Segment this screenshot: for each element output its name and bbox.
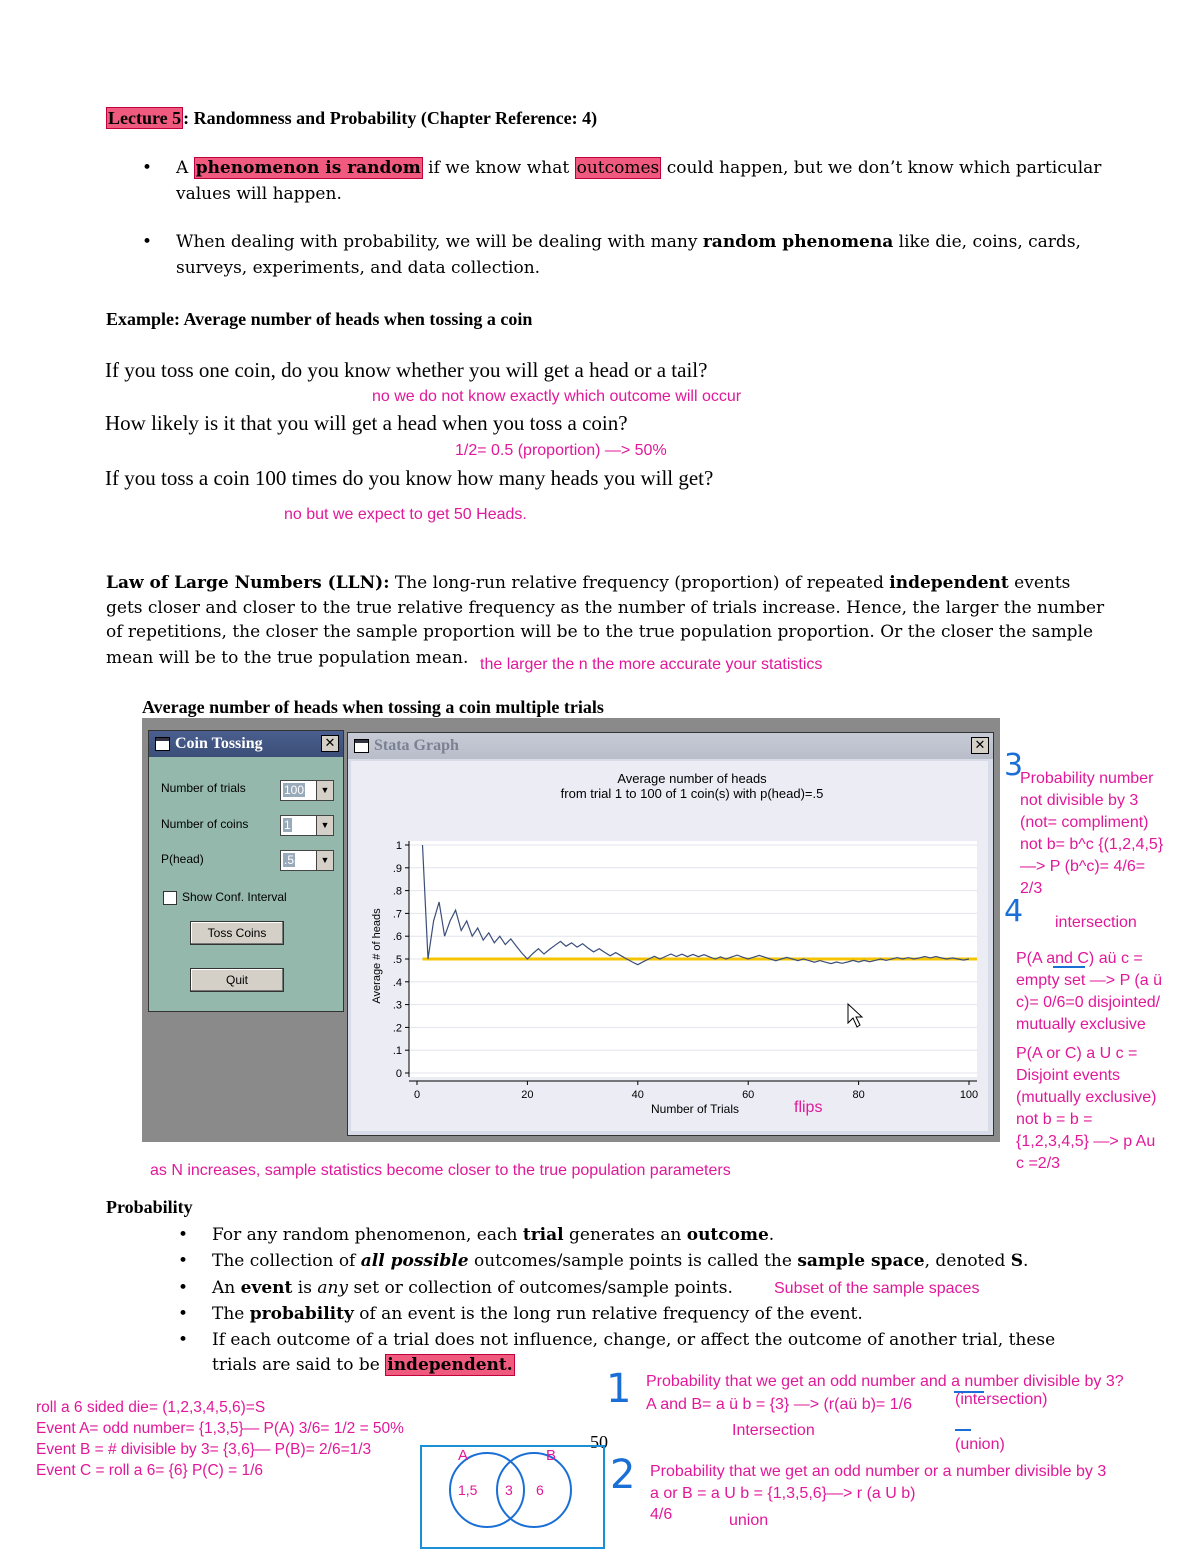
chevron-down-icon[interactable]: ▼ bbox=[316, 851, 333, 870]
note-line: {1,2,3,4,5} —> p Au bbox=[1016, 1133, 1156, 1150]
trials-label: Number of trials bbox=[161, 781, 246, 795]
note-line: c =2/3 bbox=[1016, 1155, 1061, 1172]
note-line: Event B = # divisible by 3= {3,6}— P(B)= 2/6=1/3 bbox=[36, 1441, 372, 1458]
answer-2: 1/2= 0.5 (proportion) —> 50% bbox=[455, 442, 667, 459]
x-tick-label: 80 bbox=[852, 1089, 865, 1101]
note-line: Event C = roll a 6= {6} P(C) = 1/6 bbox=[36, 1462, 264, 1479]
x-axis-label: Number of Trials bbox=[650, 1102, 740, 1116]
note-intersection-title: intersection bbox=[1055, 914, 1137, 931]
prob-bullet-4 bbox=[212, 1304, 863, 1324]
q1-label: Intersection bbox=[732, 1422, 815, 1439]
stata-graph-window bbox=[347, 732, 994, 1136]
coins-value: 1 bbox=[284, 818, 291, 832]
q1-line2: A and B= a ü b = {3} —> (r(aü b)= 1/6 bbox=[646, 1396, 912, 1413]
note-line: mutually exclusive bbox=[1016, 1016, 1146, 1033]
text: For any random phenomenon, each bbox=[212, 1225, 523, 1245]
union-dash bbox=[955, 1429, 971, 1431]
q2-line2: a or B = a U b = {1,3,5,6}—> r (a U b) bbox=[650, 1485, 916, 1502]
venn-label-a: A bbox=[458, 1447, 469, 1464]
note-line: not b = b = bbox=[1016, 1111, 1093, 1128]
note-line: (mutually exclusive) bbox=[1016, 1089, 1157, 1106]
note-number-1: 1 bbox=[606, 1366, 632, 1412]
note-union bbox=[1016, 1043, 1156, 1175]
y-tick-label: .8 bbox=[392, 885, 402, 898]
q1-paren: (intersection) bbox=[955, 1391, 1048, 1408]
bold-s: S bbox=[1010, 1251, 1024, 1271]
trials-value: 100 bbox=[284, 783, 305, 797]
lecture-title bbox=[106, 108, 597, 129]
x-tick-label: 40 bbox=[631, 1089, 644, 1101]
highlight-independent: independent. bbox=[387, 1355, 513, 1375]
bold-trial: trial bbox=[522, 1225, 564, 1245]
phead-value: .5 bbox=[284, 853, 295, 867]
note-line: (not= compliment) bbox=[1020, 814, 1149, 831]
close-icon[interactable]: ✕ bbox=[321, 735, 339, 752]
text: could happen, but we don’t know which particular bbox=[661, 158, 1102, 178]
text: , denoted bbox=[924, 1251, 1011, 1271]
stata-window-title: Stata Graph bbox=[374, 737, 459, 754]
venn-mid: 3 bbox=[505, 1482, 513, 1498]
underline-and bbox=[1053, 966, 1085, 968]
lln-term: Law of Large Numbers (LLN): bbox=[106, 573, 390, 593]
coins-select[interactable] bbox=[280, 815, 334, 836]
note-intersection bbox=[1016, 948, 1162, 1036]
text: set or collection of outcomes/sample points. bbox=[348, 1278, 733, 1298]
lln-line4: mean will be to the true population mean. bbox=[106, 648, 469, 668]
coin-window-titlebar bbox=[149, 731, 343, 757]
quit-button[interactable]: Quit bbox=[190, 968, 284, 992]
y-tick-label: .5 bbox=[392, 954, 402, 966]
italic-all-possible: all possible bbox=[360, 1251, 469, 1271]
text: of an event is the long run relative frequency of the event. bbox=[353, 1304, 863, 1324]
bold-independent: independent bbox=[889, 573, 1009, 593]
lln-line2: gets closer and closer to the true relative frequency as the number of trials increase. Hence, the larger the number bbox=[106, 598, 1105, 618]
question-3: If you toss a coin 100 times do you know how many heads you will get? bbox=[105, 466, 714, 490]
lln-note: the larger the n the more accurate your statistics bbox=[480, 656, 823, 673]
probability-heading: Probability bbox=[106, 1197, 193, 1217]
stata-window-titlebar bbox=[348, 733, 993, 759]
bold-random-phenomena: random phenomena bbox=[702, 232, 894, 252]
lecture-title-text: : Randomness and Probability (Chapter Reference: 4) bbox=[183, 108, 598, 128]
lln-line3: of repetitions, the closer the sample proportion will be to the true population proportion. Or the closer the sample bbox=[106, 622, 1094, 642]
y-axis-label: Average # of heads bbox=[371, 908, 383, 1004]
note-line: —> P (b^c)= 4/6= bbox=[1020, 858, 1146, 875]
text: The collection of bbox=[212, 1251, 361, 1271]
text: is bbox=[292, 1278, 318, 1298]
phead-select[interactable] bbox=[280, 850, 334, 871]
answer-3: no but we expect to get 50 Heads. bbox=[284, 506, 527, 523]
italic-any: any bbox=[317, 1278, 349, 1298]
q2-line3: 4/6 bbox=[650, 1506, 673, 1523]
average-heads-chart bbox=[351, 761, 988, 1131]
answer-1: no we do not know exactly which outcome will occur bbox=[372, 388, 742, 405]
y-tick-label: .6 bbox=[392, 931, 402, 944]
note-line: Event A= odd number= {1,3,5}— P(A) 3/6= 1/2 = 50% bbox=[36, 1420, 404, 1437]
text: . bbox=[768, 1225, 775, 1245]
text: events bbox=[1008, 573, 1071, 593]
plot-area bbox=[351, 761, 988, 1131]
y-tick-label: .4 bbox=[392, 976, 402, 989]
bold-sample-space: sample space bbox=[797, 1251, 925, 1271]
figure-caption: Average number of heads when tossing a coin multiple trials bbox=[142, 697, 604, 717]
coins-label: Number of coins bbox=[161, 817, 249, 831]
die-events-notes bbox=[36, 1397, 404, 1481]
coin-tossing-window bbox=[148, 730, 344, 1012]
y-tick-label: .2 bbox=[392, 1022, 402, 1035]
prob-bullet-1 bbox=[212, 1225, 774, 1245]
note-line: c)= 0/6=0 disjointed/ bbox=[1016, 994, 1161, 1011]
y-tick-label: .7 bbox=[392, 908, 402, 921]
example-heading: Example: Average number of heads when tossing a coin bbox=[106, 309, 533, 329]
bold-probability: probability bbox=[249, 1304, 354, 1324]
y-tick-label: .1 bbox=[392, 1045, 402, 1058]
chart-subtitle: from trial 1 to 100 of 1 coin(s) with p(head)=.5 bbox=[560, 786, 824, 801]
chart-title: Average number of heads bbox=[617, 771, 767, 786]
text: The bbox=[212, 1304, 250, 1324]
question-1: If you toss one coin, do you know whether you will get a head or a tail? bbox=[105, 358, 708, 382]
text: An bbox=[212, 1278, 241, 1298]
prob-bullet-5-line2 bbox=[212, 1355, 515, 1375]
lecture-tag: Lecture 5 bbox=[108, 108, 182, 128]
text: generates an bbox=[563, 1225, 687, 1245]
text: A bbox=[176, 158, 194, 178]
window-icon bbox=[155, 737, 170, 751]
union-paren: (union) bbox=[955, 1436, 1005, 1453]
note-line: not b= b^c {(1,2,4,5} bbox=[1020, 836, 1164, 853]
y-tick-label: 0 bbox=[395, 1068, 402, 1080]
x-tick-label: 20 bbox=[521, 1089, 534, 1101]
chevron-down-icon[interactable]: ▼ bbox=[316, 816, 333, 835]
close-icon[interactable]: ✕ bbox=[971, 737, 989, 754]
x-tick-label: 100 bbox=[959, 1089, 979, 1101]
n-increases-note: as N increases, sample statistics become closer to the true population parameters bbox=[150, 1162, 731, 1179]
text: trials are said to be bbox=[212, 1355, 386, 1375]
note-line: P(A or C) a U c = bbox=[1016, 1045, 1138, 1062]
note-line: empty set —> P (a ü bbox=[1016, 972, 1162, 989]
note-line: 2/3 bbox=[1020, 880, 1043, 897]
prob-bullet-2 bbox=[212, 1251, 1028, 1271]
y-tick-label: 1 bbox=[395, 840, 402, 852]
show-ci-checkbox[interactable] bbox=[163, 891, 177, 905]
note-number-2: 2 bbox=[610, 1452, 636, 1498]
note-line: Disjoint events bbox=[1016, 1067, 1121, 1084]
text: When dealing with probability, we will be dealing with many bbox=[176, 232, 703, 252]
highlight-outcomes: outcomes bbox=[576, 158, 660, 178]
venn-left: 1,5 bbox=[458, 1482, 478, 1498]
subset-note: Subset of the sample spaces bbox=[774, 1280, 980, 1297]
note-line: roll a 6 sided die= (1,2,3,4,5,6)=S bbox=[36, 1399, 266, 1416]
flips-note: flips bbox=[794, 1099, 823, 1116]
coin-window-title: Coin Tossing bbox=[175, 735, 263, 752]
note-line: not divisible by 3 bbox=[1020, 792, 1139, 809]
bold-outcome: outcome bbox=[686, 1225, 769, 1245]
text: like die, coins, cards, bbox=[893, 232, 1081, 252]
venn-diagram bbox=[418, 1436, 618, 1554]
page-number: 50 bbox=[590, 1432, 608, 1452]
bullet-random-phenomena-line2: surveys, experiments, and data collection. bbox=[176, 258, 541, 278]
text: . bbox=[1023, 1251, 1029, 1271]
q2-line1: Probability that we get an odd number or a number divisible by 3 bbox=[650, 1463, 1107, 1480]
venn-label-b: B bbox=[546, 1447, 557, 1464]
note-number-4: 4 bbox=[1004, 894, 1024, 929]
y-tick-label: .3 bbox=[392, 999, 402, 1012]
bullet-random-phenomenon-line2: values will happen. bbox=[176, 184, 342, 204]
window-icon bbox=[354, 739, 369, 753]
venn-right: 6 bbox=[536, 1482, 544, 1498]
lln-line1 bbox=[106, 573, 1070, 593]
text: if we know what bbox=[422, 158, 575, 178]
bold-event: event bbox=[240, 1278, 293, 1298]
note-line: P(A and C) aü c = bbox=[1016, 950, 1143, 967]
text: outcomes/sample points is called the bbox=[468, 1251, 798, 1271]
toss-coins-button[interactable]: Toss Coins bbox=[190, 921, 284, 945]
trials-select[interactable] bbox=[280, 780, 334, 801]
bullet-random-phenomenon bbox=[176, 158, 1101, 178]
prob-bullet-3 bbox=[212, 1278, 733, 1298]
highlight-phenomenon: phenomenon is random bbox=[195, 158, 421, 178]
x-tick-label: 60 bbox=[742, 1089, 755, 1101]
underline-and-q1 bbox=[954, 1391, 984, 1393]
phead-label: P(head) bbox=[161, 852, 204, 866]
q1-line1: Probability that we get an odd number and a number divisible by 3? bbox=[646, 1373, 1124, 1390]
chevron-down-icon[interactable]: ▼ bbox=[316, 781, 333, 800]
note-line: Probability number bbox=[1020, 770, 1154, 787]
bullet-random-phenomena bbox=[176, 232, 1081, 252]
text: The long-run relative frequency (proportion) of repeated bbox=[389, 573, 890, 593]
y-tick-label: .9 bbox=[392, 862, 402, 875]
note-number-3: 3 bbox=[1004, 748, 1024, 783]
q2-label: union bbox=[729, 1512, 769, 1529]
x-tick-label: 0 bbox=[413, 1089, 421, 1101]
question-2: How likely is it that you will get a head when you toss a coin? bbox=[105, 411, 628, 435]
prob-bullet-5: • If each outcome of a trial does not influence, change, or affect the outcome of another trial, these bbox=[212, 1330, 1055, 1350]
show-ci-label: Show Conf. Interval bbox=[182, 890, 287, 904]
note-complement bbox=[1020, 768, 1163, 900]
